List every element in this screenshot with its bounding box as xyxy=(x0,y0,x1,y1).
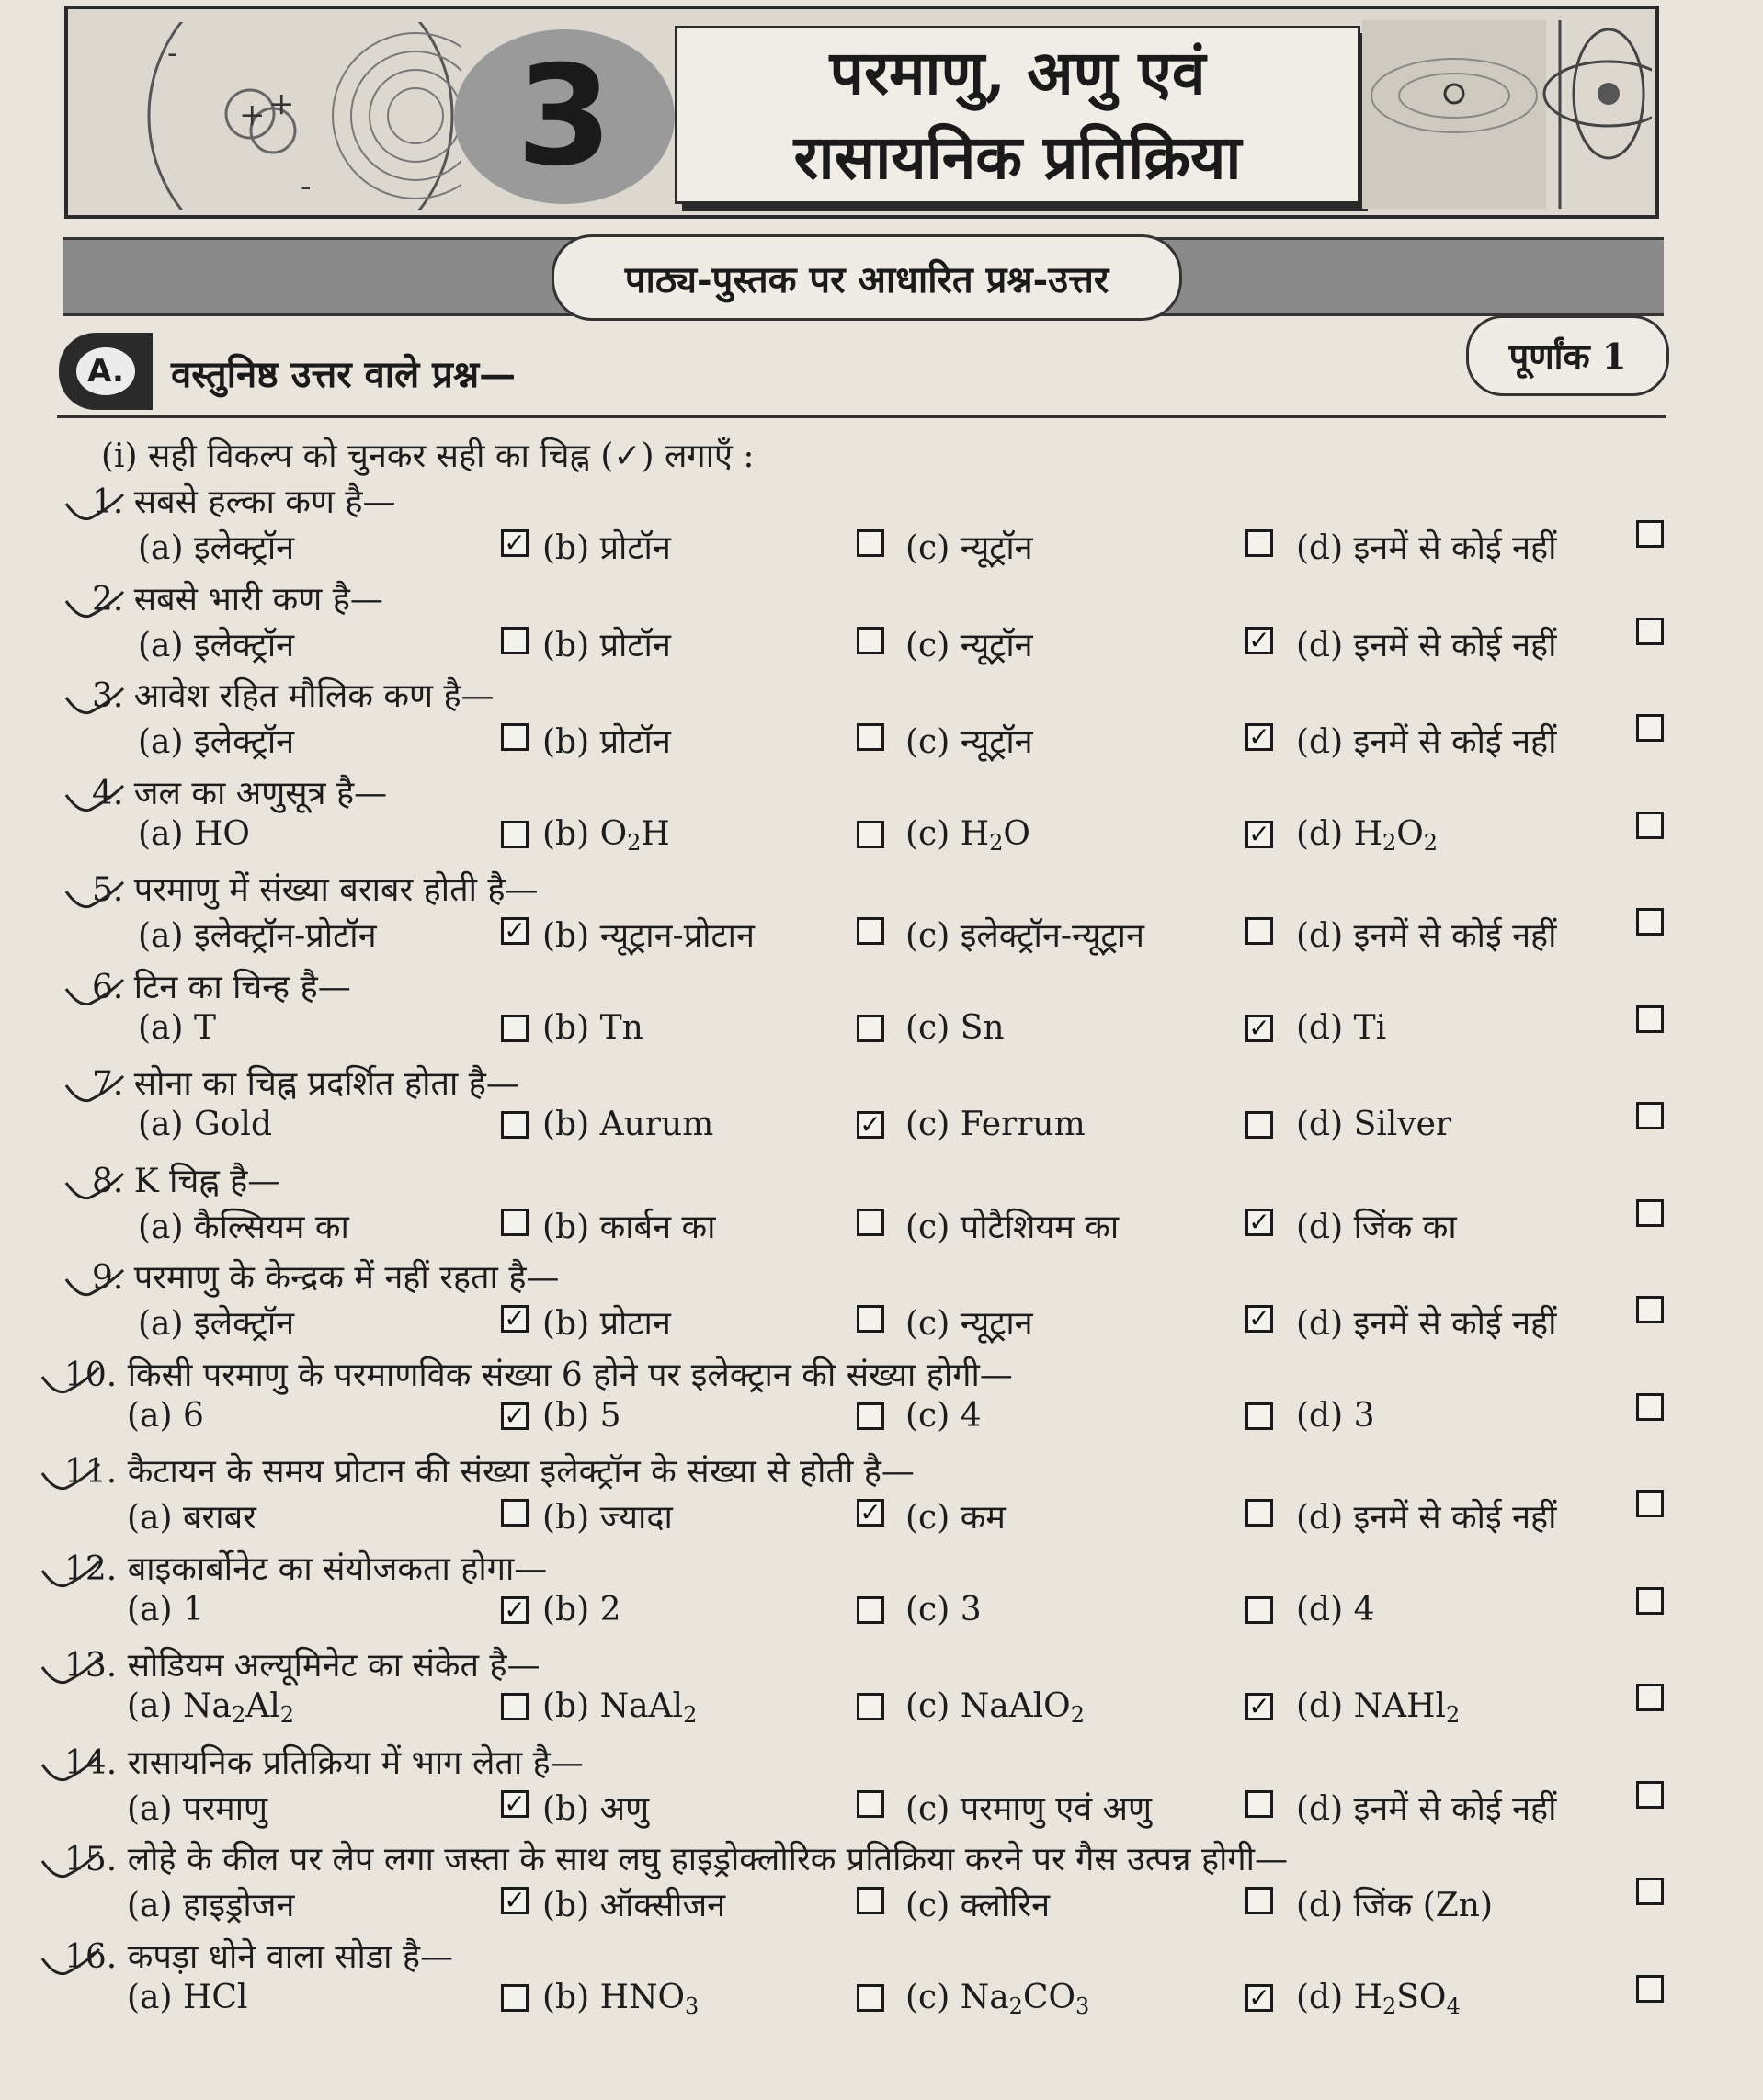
option-label: (c) न्यूट्रॉन xyxy=(905,626,1033,664)
option-label: (c) कम xyxy=(905,1499,1006,1537)
pen-tick-icon xyxy=(39,1752,103,1788)
option-label: (b) प्रोटॉन xyxy=(542,723,671,761)
checkbox[interactable] xyxy=(1245,1887,1273,1914)
checkbox[interactable] xyxy=(1636,1975,1664,2003)
option-label: (a) परमाणु xyxy=(127,1789,268,1828)
option-label: (a) Gold xyxy=(138,1106,272,1143)
checked-checkbox[interactable] xyxy=(857,1111,884,1139)
svg-text:+: + xyxy=(268,85,295,122)
checked-checkbox[interactable] xyxy=(501,1887,529,1914)
checkbox[interactable] xyxy=(1636,618,1664,645)
question-text: 1. सबसे हल्का कण है— xyxy=(92,483,396,521)
atom-illustration-icon xyxy=(140,22,461,210)
checkbox[interactable] xyxy=(857,1984,884,2012)
option-label: (a) 1 xyxy=(127,1590,204,1629)
option-label: (b) ज्यादा xyxy=(542,1499,673,1537)
pen-tick-icon xyxy=(63,879,127,915)
checkbox[interactable] xyxy=(501,627,529,654)
instruction-text: (i) सही विकल्प को चुनकर सही का चिह्न (✓) लगाएँ : xyxy=(101,437,755,475)
option-label: (d) इनमें से कोई नहीं xyxy=(1296,1499,1557,1537)
option-label: (a) हाइड्रोजन xyxy=(127,1887,295,1924)
checkbox[interactable] xyxy=(1636,1199,1664,1227)
checked-checkbox[interactable] xyxy=(501,1305,529,1333)
question-text: 5. परमाणु में संख्या बराबर होती है— xyxy=(92,871,539,909)
option-label: (d) जिंक का xyxy=(1296,1208,1457,1246)
option-label: (c) Sn xyxy=(905,1008,1005,1047)
option-label: (b) 5 xyxy=(542,1396,621,1435)
section-title: वस्तुनिष्ठ उत्तर वाले प्रश्न— xyxy=(171,353,517,396)
pen-tick-icon xyxy=(39,1946,103,1982)
option-label: (c) न्यूट्रॉन xyxy=(905,723,1033,761)
pen-tick-icon xyxy=(63,976,127,1013)
option-label: (a) इलेक्ट्रॉन xyxy=(138,1305,295,1343)
checkbox[interactable] xyxy=(1636,1102,1664,1129)
option-label: (c) परमाणु एवं अणु xyxy=(905,1789,1153,1828)
option-label: (d) 3 xyxy=(1296,1396,1375,1435)
pen-tick-icon xyxy=(39,1654,103,1691)
option-label: (b) $HNO_3$ xyxy=(542,1978,700,2019)
option-label: (c) न्यूट्रॉन xyxy=(905,529,1033,567)
option-label: (d) इनमें से कोई नहीं xyxy=(1296,1789,1557,1828)
pen-tick-icon xyxy=(39,1364,103,1401)
pen-tick-icon xyxy=(63,1073,127,1109)
checkbox[interactable] xyxy=(1636,714,1664,742)
option-label: (c) 4 xyxy=(905,1396,982,1435)
option-label: (c) पोटैशियम का xyxy=(905,1208,1120,1246)
checkbox[interactable] xyxy=(1636,908,1664,936)
option-label: (a) इलेक्ट्रॉन xyxy=(138,626,295,664)
option-label: (c) इलेक्ट्रॉन-न्यूट्रान xyxy=(905,917,1144,955)
checkbox[interactable] xyxy=(857,1209,884,1236)
checkbox[interactable] xyxy=(1245,1790,1273,1818)
checkbox[interactable] xyxy=(1245,1402,1273,1430)
option-label: (a) इलेक्ट्रॉन xyxy=(138,529,295,567)
checked-checkbox[interactable] xyxy=(1245,723,1273,751)
option-label: (b) प्रोटान xyxy=(542,1305,671,1343)
chapter-title-line2: रासायनिक प्रतिक्रिया xyxy=(793,121,1242,193)
option-label: (b) ऑक्सीजन xyxy=(542,1887,726,1924)
pen-tick-icon xyxy=(63,1266,127,1303)
section-badge xyxy=(59,333,153,410)
option-label: (d) $H_2O_2$ xyxy=(1296,814,1439,856)
question-text: 14. रासायनिक प्रतिक्रिया में भाग लेता है— xyxy=(64,1743,584,1782)
question-text: 13. सोडियम अल्यूमिनेट का संकेत है— xyxy=(64,1647,540,1685)
option-label: (b) प्रोटॉन xyxy=(542,626,671,664)
checked-checkbox[interactable] xyxy=(501,1402,529,1430)
option-label: (d) इनमें से कोई नहीं xyxy=(1296,626,1557,664)
question-text: 8. K चिह्न है— xyxy=(92,1162,281,1200)
option-label: (b) $O_2H$ xyxy=(542,814,670,856)
checked-checkbox[interactable] xyxy=(857,1499,884,1527)
option-label: (d) जिंक (Zn) xyxy=(1296,1887,1493,1924)
option-label: (b) न्यूट्रान-प्रोटान xyxy=(542,917,755,955)
option-label: (a) HO xyxy=(138,814,250,853)
option-label: (a) 6 xyxy=(127,1396,204,1435)
checkbox[interactable] xyxy=(501,1111,529,1139)
checked-checkbox[interactable] xyxy=(501,529,529,557)
checkbox[interactable] xyxy=(501,1015,529,1042)
pen-tick-icon xyxy=(63,588,127,625)
checkbox[interactable] xyxy=(857,1402,884,1430)
option-label: (c) न्यूट्रान xyxy=(905,1305,1033,1343)
option-label: (c) $H_2O$ xyxy=(905,814,1030,856)
orbit-illustration-icon xyxy=(1362,20,1652,209)
svg-text:-: - xyxy=(167,35,178,72)
checkbox[interactable] xyxy=(1636,1005,1664,1033)
option-label: (b) 2 xyxy=(542,1590,621,1629)
checked-checkbox[interactable] xyxy=(1245,627,1273,654)
chapter-title-box xyxy=(675,26,1360,204)
checkbox[interactable] xyxy=(1636,1490,1664,1517)
option-label: (b) प्रोटॉन xyxy=(542,529,671,567)
option-label: (c) $Na_2CO_3$ xyxy=(905,1978,1090,2019)
option-label: (d) Ti xyxy=(1296,1008,1387,1047)
checkbox[interactable] xyxy=(1245,1111,1273,1139)
subheading-label: पाठ्य-पुस्तक पर आधारित प्रश्न-उत्तर xyxy=(552,234,1182,321)
pen-tick-icon xyxy=(63,1170,127,1207)
option-label: (b) कार्बन का xyxy=(542,1208,716,1246)
checkbox[interactable] xyxy=(857,1693,884,1720)
pen-tick-icon xyxy=(39,1848,103,1885)
pen-tick-icon xyxy=(63,491,127,528)
checkbox[interactable] xyxy=(1245,529,1273,557)
question-text: 7. सोना का चिह्न प्रदर्शित होता है— xyxy=(92,1065,519,1103)
svg-text:-: - xyxy=(301,168,312,205)
question-text: 12. बाइकार्बोनेट का संयोजकता होगा— xyxy=(64,1549,548,1588)
checkbox[interactable] xyxy=(501,1499,529,1527)
option-label: (b) Tn xyxy=(542,1008,643,1047)
option-label: (d) इनमें से कोई नहीं xyxy=(1296,723,1557,761)
option-label: (a) HCl xyxy=(127,1978,248,2016)
checked-checkbox[interactable] xyxy=(1245,1015,1273,1042)
pen-tick-icon xyxy=(39,1558,103,1595)
section-letter: A. xyxy=(76,347,135,395)
option-label: (c) क्लोरिन xyxy=(905,1887,1051,1924)
option-label: (d) $H_2SO_4$ xyxy=(1296,1978,1461,2019)
chapter-number: 3 xyxy=(454,29,675,204)
checkbox[interactable] xyxy=(1636,1296,1664,1323)
checkbox[interactable] xyxy=(1636,812,1664,839)
chapter-title-line1: परमाणु, अणु एवं xyxy=(829,37,1206,108)
checked-checkbox[interactable] xyxy=(501,1596,529,1624)
question-text: 11. कैटायन के समय प्रोटान की संख्या इलेक्ट्रॉन के संख्या से होती है— xyxy=(64,1453,915,1491)
option-label: (d) 4 xyxy=(1296,1590,1375,1629)
question-text: 9. परमाणु के केन्द्रक में नहीं रहता है— xyxy=(92,1259,560,1297)
option-label: (b) अणु xyxy=(542,1789,650,1828)
option-label: (c) Ferrum xyxy=(905,1106,1086,1143)
checkbox[interactable] xyxy=(1636,1878,1664,1905)
checked-checkbox[interactable] xyxy=(1245,821,1273,848)
pen-tick-icon xyxy=(39,1460,103,1497)
question-text: 16. कपड़ा धोने वाला सोडा है— xyxy=(64,1937,454,1976)
option-label: (a) T xyxy=(138,1008,217,1047)
option-label: (a) बराबर xyxy=(127,1499,256,1537)
checkbox[interactable] xyxy=(501,1693,529,1720)
checkbox[interactable] xyxy=(1245,917,1273,945)
checkbox[interactable] xyxy=(501,821,529,848)
checked-checkbox[interactable] xyxy=(1245,1209,1273,1236)
chapter-header xyxy=(64,6,1659,219)
pen-tick-icon xyxy=(63,685,127,721)
option-label: (a) $Na_2Al_2$ xyxy=(127,1687,295,1728)
svg-text:+: + xyxy=(239,96,266,133)
checkbox[interactable] xyxy=(857,529,884,557)
checkbox[interactable] xyxy=(1636,520,1664,548)
question-text: 6. टिन का चिन्ह है— xyxy=(92,968,351,1006)
checkbox[interactable] xyxy=(857,627,884,654)
option-label: (c) 3 xyxy=(905,1590,982,1629)
question-text: 10. किसी परमाणु के परमाणविक संख्या 6 होने पर इलेक्ट्रान की संख्या होगी— xyxy=(64,1356,1013,1394)
question-text: 15. लोहे के कील पर लेप लगा जस्ता के साथ लघु हाइड्रोक्लोरिक प्रतिक्रिया करने पर गैस उत्पन्न होगी— xyxy=(64,1841,1288,1879)
pen-tick-icon xyxy=(63,782,127,819)
checkbox[interactable] xyxy=(501,723,529,751)
option-label: (a) इलेक्ट्रॉन xyxy=(138,723,295,761)
option-label: (a) कैल्सियम का xyxy=(138,1208,349,1246)
question-text: 3. आवेश रहित मौलिक कण है— xyxy=(92,677,495,715)
option-label: (d) NAHl$_2$ xyxy=(1296,1687,1461,1728)
option-label: (a) इलेक्ट्रॉन-प्रोटॉन xyxy=(138,917,377,955)
checkbox[interactable] xyxy=(857,1015,884,1042)
checkbox[interactable] xyxy=(501,1984,529,2012)
checkbox[interactable] xyxy=(1245,1596,1273,1624)
option-label: (d) इनमें से कोई नहीं xyxy=(1296,529,1557,567)
checkbox[interactable] xyxy=(857,821,884,848)
option-label: (b) NaAl$_2$ xyxy=(542,1687,698,1728)
checkbox[interactable] xyxy=(857,917,884,945)
checked-checkbox[interactable] xyxy=(1245,1984,1273,2012)
option-label: (d) Silver xyxy=(1296,1106,1452,1143)
checkbox[interactable] xyxy=(857,1305,884,1333)
option-label: (d) इनमें से कोई नहीं xyxy=(1296,917,1557,955)
option-label: (c) NaAlO$_2$ xyxy=(905,1687,1085,1728)
checked-checkbox[interactable] xyxy=(1245,1693,1273,1720)
checkbox[interactable] xyxy=(857,1887,884,1914)
checked-checkbox[interactable] xyxy=(1245,1305,1273,1333)
checkbox[interactable] xyxy=(501,1209,529,1236)
question-text: 2. सबसे भारी कण है— xyxy=(92,580,383,619)
question-text: 4. जल का अणुसूत्र है— xyxy=(92,774,388,812)
marks-label: पूर्णांक 1 xyxy=(1466,315,1669,396)
checked-checkbox[interactable] xyxy=(501,917,529,945)
checkbox[interactable] xyxy=(1636,1393,1664,1421)
checkbox[interactable] xyxy=(1636,1587,1664,1615)
checkbox[interactable] xyxy=(857,723,884,751)
checkbox[interactable] xyxy=(1636,1684,1664,1711)
checked-checkbox[interactable] xyxy=(501,1790,529,1818)
checkbox[interactable] xyxy=(1636,1781,1664,1809)
option-label: (d) इनमें से कोई नहीं xyxy=(1296,1305,1557,1343)
checkbox[interactable] xyxy=(1245,1499,1273,1527)
checkbox[interactable] xyxy=(857,1790,884,1818)
option-label: (b) Aurum xyxy=(542,1106,714,1143)
checkbox[interactable] xyxy=(857,1596,884,1624)
